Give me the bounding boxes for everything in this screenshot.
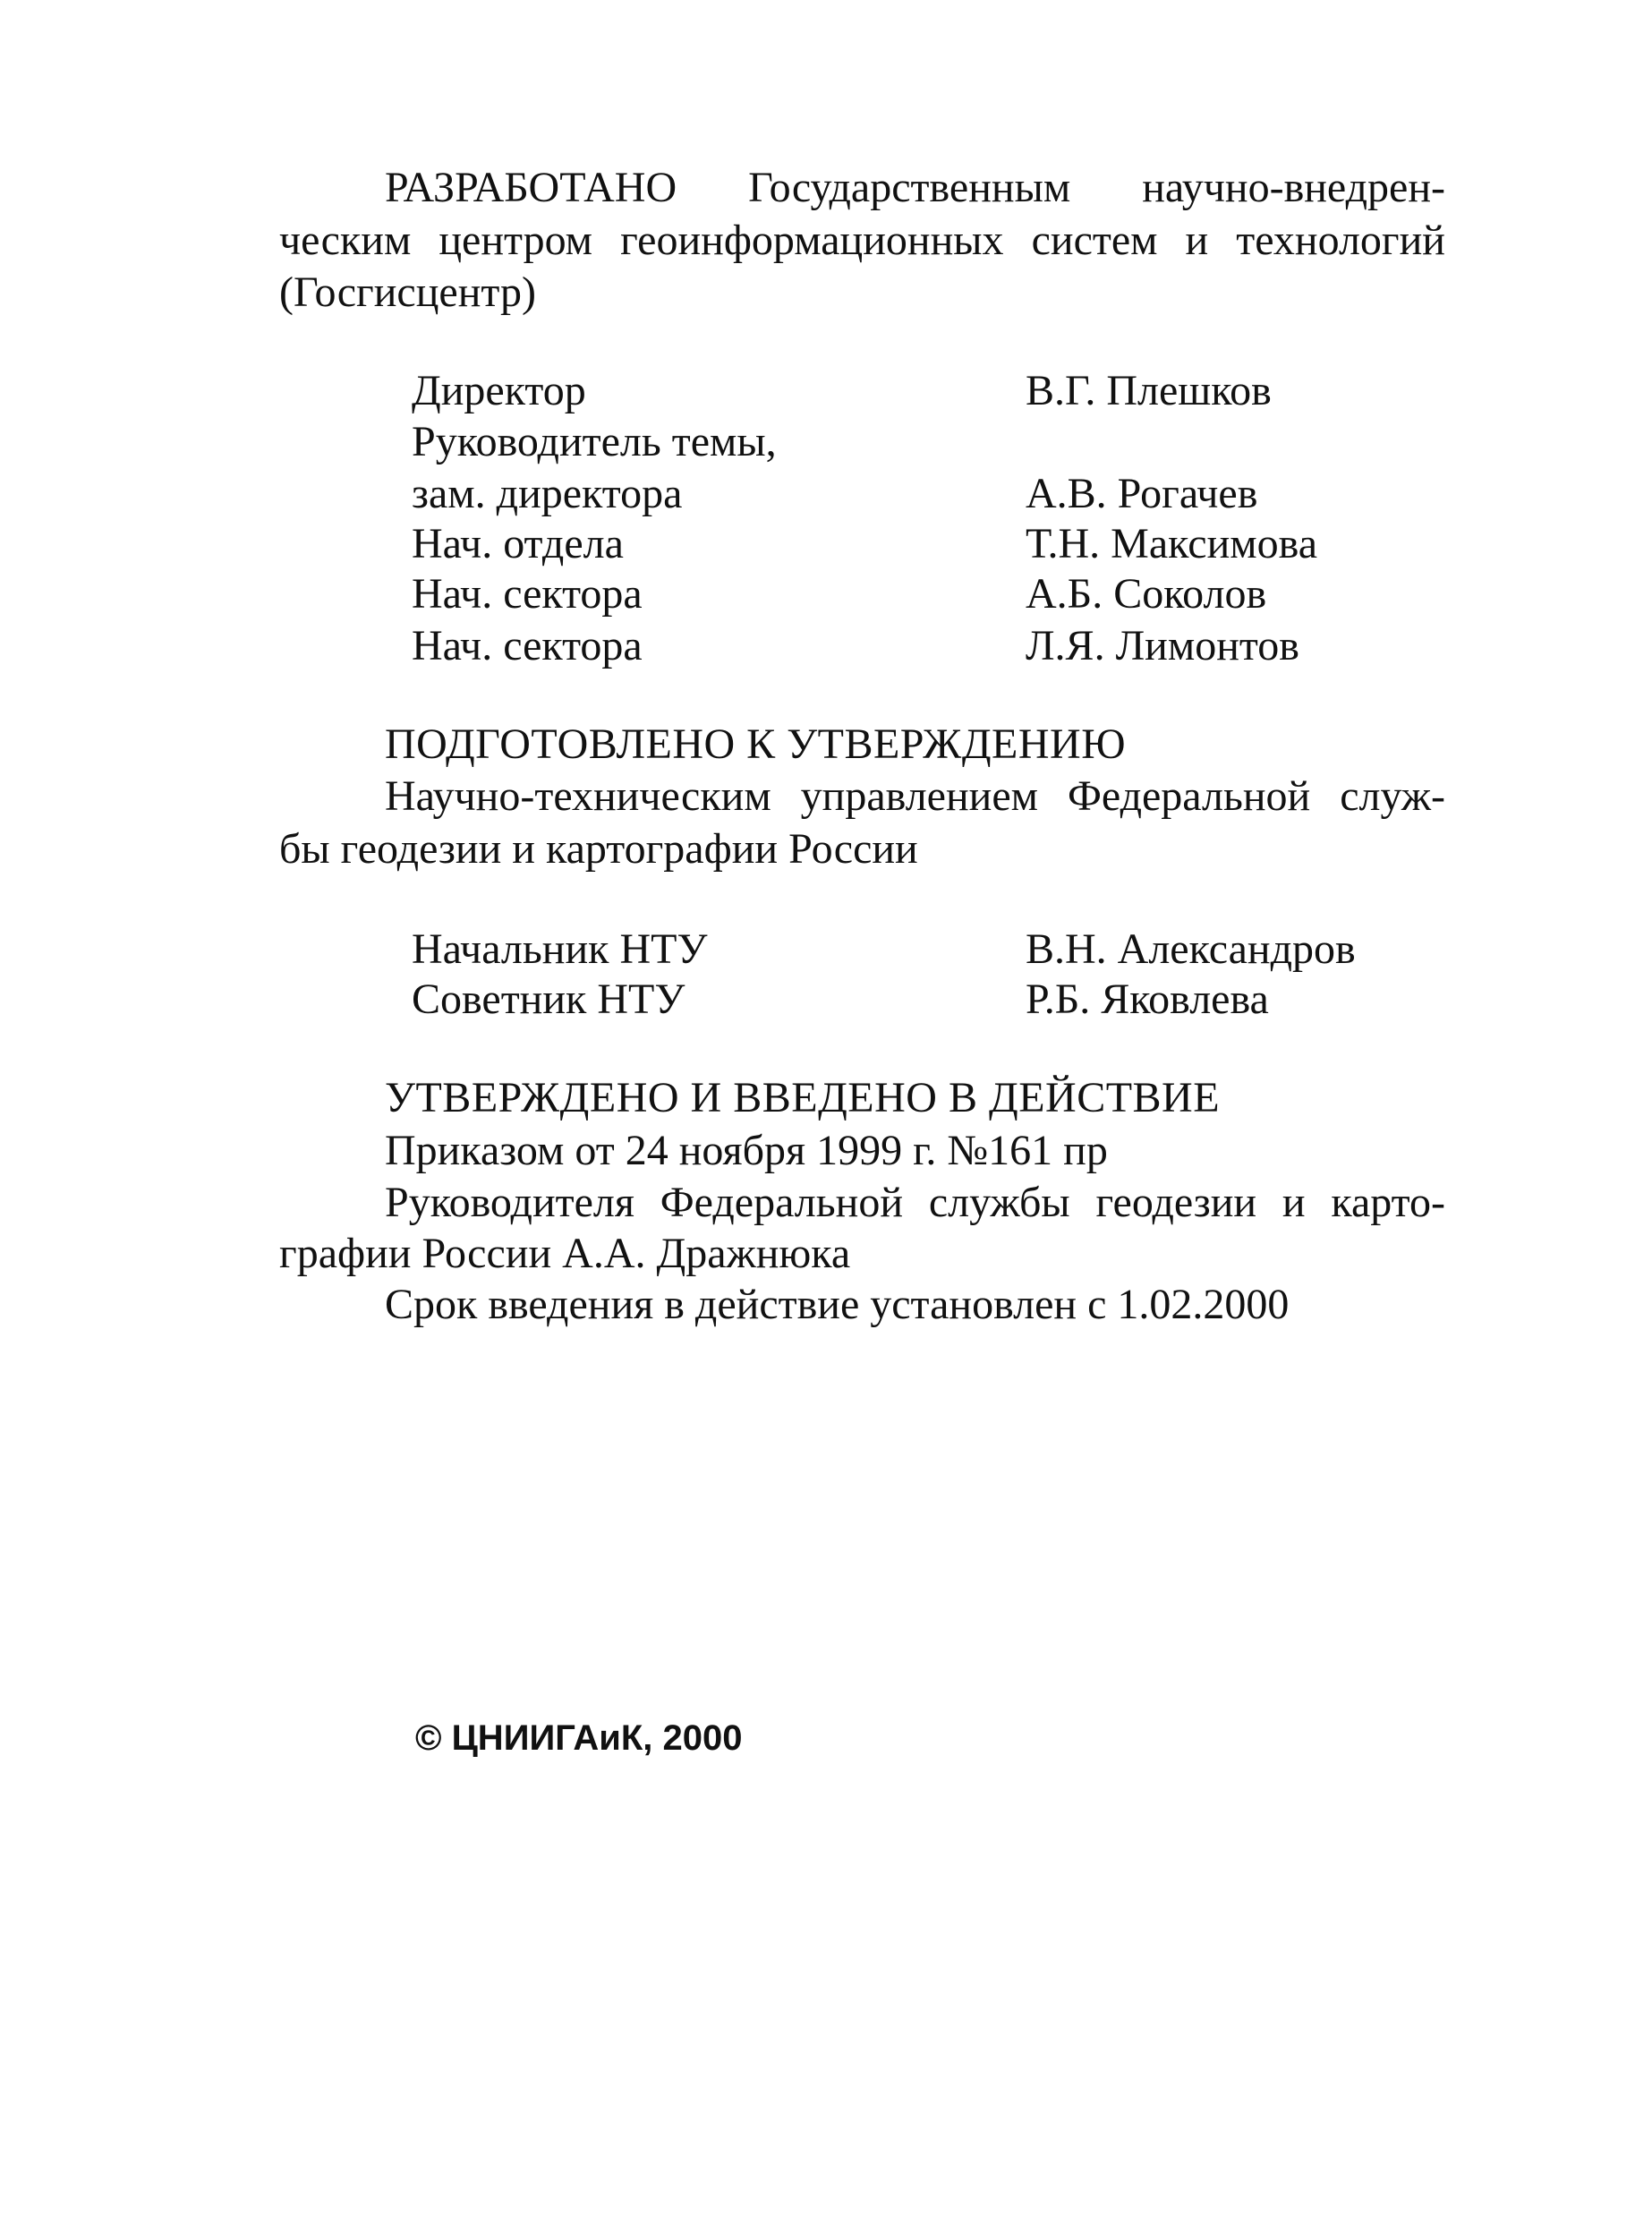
developer-name: Т.Н. Максимова <box>1026 520 1317 567</box>
approved-effective-date: Срок введения в действие установлен с 1.02.2000 <box>385 1281 1290 1328</box>
developed-line-3: (Госгисцентр) <box>279 268 536 316</box>
prepared-line-1: Научно-техническим управлением Федеральной служ- <box>385 772 1445 820</box>
prepared-heading: ПОДГОТОВЛЕНО К УТВЕРЖДЕНИЮ <box>385 720 1127 768</box>
developer-role: Директор <box>412 367 586 414</box>
developer-role: Нач. сектора <box>412 622 643 669</box>
developer-name: А.Б. Соколов <box>1026 570 1267 618</box>
developer-role: зам. директора <box>412 470 683 517</box>
developed-lead-line: РАЗРАБОТАНО Государственным научно-внедрен- <box>385 164 1445 211</box>
developer-name: Л.Я. Лимонтов <box>1026 622 1299 669</box>
approved-line-2: Руководителя Федеральной службы геодезии и карто- <box>385 1179 1445 1226</box>
developer-role: Нач. отдела <box>412 520 624 567</box>
approved-heading: УТВЕРЖДЕНО И ВВЕДЕНО В ДЕЙСТВИЕ <box>385 1074 1221 1121</box>
preparer-role: Советник НТУ <box>412 976 685 1023</box>
preparer-name: Р.Б. Яковлева <box>1026 976 1269 1023</box>
prepared-line-2: бы геодезии и картографии России <box>279 825 918 873</box>
copyright-notice: © ЦНИИГАиК, 2000 <box>415 1718 743 1758</box>
developed-line-2: ческим центром геоинформационных систем и технологий <box>279 217 1445 264</box>
developer-name: А.В. Рогачев <box>1026 470 1258 517</box>
developer-role: Нач. сектора <box>412 570 643 618</box>
developer-role: Руководитель темы, <box>412 418 777 465</box>
approved-line-3: графии России А.А. Дражнюка <box>279 1230 851 1277</box>
preparer-role: Начальник НТУ <box>412 925 708 973</box>
approved-order: Приказом от 24 ноября 1999 г. №161 пр <box>385 1127 1108 1174</box>
developer-name: В.Г. Плешков <box>1026 367 1272 414</box>
preparer-name: В.Н. Александров <box>1026 925 1356 973</box>
